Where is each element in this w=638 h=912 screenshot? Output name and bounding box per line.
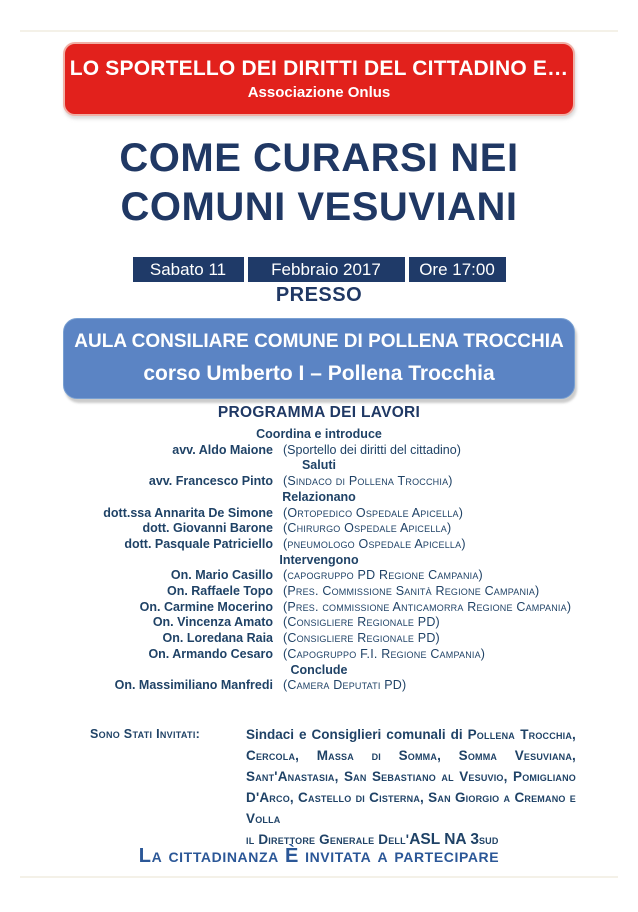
venue-address: corso Umberto I – Pollena Trocchia: [143, 362, 495, 385]
event-title-line2: COMUNI VESUVIANI: [120, 185, 518, 229]
venue-box: [63, 318, 575, 399]
program-speaker-name: avv. Aldo Maione: [172, 442, 273, 457]
program-speaker-role: (Camera Deputati PD): [283, 678, 407, 693]
page-bottom-edge: [20, 876, 618, 878]
page-top-edge: [20, 30, 618, 32]
organization-type: Associazione Onlus: [247, 84, 391, 101]
program-section-header: Saluti: [301, 458, 337, 473]
event-month-year: Febbraio 2017: [248, 257, 405, 282]
invited-label: Sono Stati Invitati:: [90, 727, 201, 741]
venue-name: AULA CONSILIARE COMUNE DI POLLENA TROCCHIA: [74, 331, 564, 352]
program-section-header: Intervengono: [279, 552, 359, 567]
text-segment: il Direttore Generale Dell': [246, 832, 410, 847]
event-date-bar: [0, 257, 638, 282]
program-section-header: Coordina e introduce: [256, 427, 382, 441]
program-speaker-role: (capogruppo PD Regione Campania): [283, 568, 483, 583]
program-speaker-name: On. Mario Casillo: [170, 568, 273, 583]
text-segment: Pollena Trocchia, Cercola, Massa di Somma, Somma Vesuviana, Sant'Anastasia, San Sebastiano al Vesuvio, Pomigliano D'Arco, Castello di Cisterna, San Giorgio a Cremano e Volla: [246, 727, 576, 826]
program-row: [64, 615, 574, 631]
program-speaker-role: (Consigliere Regionale PD): [283, 631, 440, 646]
program-speaker-name: dott. Giovanni Barone: [142, 521, 273, 536]
organization-name: LO SPORTELLO DEI DIRITTI DEL CITTADINO E…: [69, 57, 569, 80]
program-row: [64, 521, 574, 537]
program-section-header: Conclude: [290, 662, 348, 677]
program-speaker-role: (Pres. commissione Anticamorra Regione Campania): [283, 599, 572, 614]
text-segment: ASL NA 3: [409, 831, 479, 848]
program-speaker-role: (Sindaco di Pollena Trocchia): [283, 474, 453, 489]
event-title-line1: COME CURARSI NEI: [119, 136, 519, 180]
program-row: [64, 537, 574, 553]
program-speaker-name: On. Carmine Mocerino: [139, 599, 273, 614]
invited-body: [246, 724, 576, 850]
program-speaker-name: dott. Pasquale Patriciello: [124, 536, 273, 551]
program-list: [64, 427, 574, 694]
program-speaker-name: dott.ssa Annarita De Simone: [103, 505, 273, 520]
program-speaker-name: avv. Francesco Pinto: [148, 474, 273, 489]
program-speaker-role: (Consigliere Regionale PD): [283, 615, 440, 630]
program-speaker-name: On. Loredana Raia: [162, 631, 273, 646]
event-time: Ore 17:00: [409, 257, 506, 282]
event-title: [0, 134, 638, 232]
program-row: [64, 568, 574, 584]
program-row: [64, 631, 574, 647]
invited-paragraph: [246, 724, 576, 829]
text-segment: sud: [478, 832, 499, 847]
program-speaker-name: On. Armando Cesaro: [148, 646, 273, 661]
event-day: Sabato 11: [133, 257, 244, 282]
program-heading: PROGRAMMA DEI LAVORI: [217, 404, 421, 421]
organization-banner: [63, 42, 575, 116]
program-row: [64, 443, 574, 459]
program-section-header: Relazionano: [282, 489, 356, 504]
program-speaker-role: (Ortopedico Ospedale Apicella): [283, 505, 464, 520]
closing-line: La cittadinanza È invitata a partecipare: [138, 845, 500, 867]
program-row: [64, 647, 574, 663]
program-speaker-role: (Pres. Commissione Sanità Regione Campania): [283, 584, 540, 599]
program-speaker-name: On. Vincenza Amato: [152, 615, 273, 630]
program-row: [64, 678, 574, 694]
invited-section: [90, 724, 576, 850]
program-speaker-role: (pneumologo Ospedale Apicella): [283, 536, 466, 551]
program-speaker-name: On. Massimiliano Manfredi: [114, 678, 273, 693]
program-speaker-name: On. Raffaele Topo: [166, 584, 273, 599]
program-row: [64, 506, 574, 522]
program-speaker-role: (Chirurgo Ospedale Apicella): [283, 521, 452, 536]
program-speaker-role: (Capogruppo F.I. Regione Campania): [283, 646, 486, 661]
program-row: [64, 584, 574, 600]
text-segment: Sindaci e Consiglieri comunali di: [246, 727, 468, 742]
presso-label: PRESSO: [275, 284, 363, 306]
program-row: [64, 600, 574, 616]
program-row: [64, 474, 574, 490]
program-speaker-role: (Sportello dei diritti del cittadino): [283, 442, 461, 457]
